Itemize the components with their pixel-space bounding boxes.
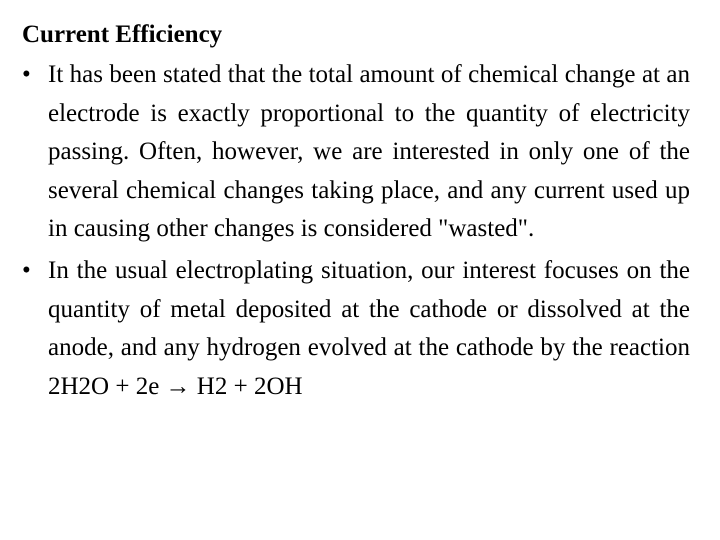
bullet-text: It has been stated that the total amount of chemical change at an electrode is exactly proportional to the quantity of electricity passing. Often, however, we are interested in only one of the several chemical changes taking place, and any current used up in causing other changes is considered "wasted". (48, 61, 690, 243)
bullet-icon: • (22, 61, 31, 88)
bullet-item-electroplating (22, 252, 690, 406)
bullet-text: In the usual electroplating situation, our interest focuses on the quantity of metal deposited at the cathode or dissolved at the anode, and any hydrogen evolved at the cathode by the reaction 2H2O + 2e → H2 + 2OH (48, 256, 690, 400)
bullet-item-current-proportionality (22, 56, 690, 249)
bullet-icon: • (22, 256, 31, 284)
slide-title: Current Efficiency (22, 21, 223, 48)
bullet-list (22, 56, 690, 406)
